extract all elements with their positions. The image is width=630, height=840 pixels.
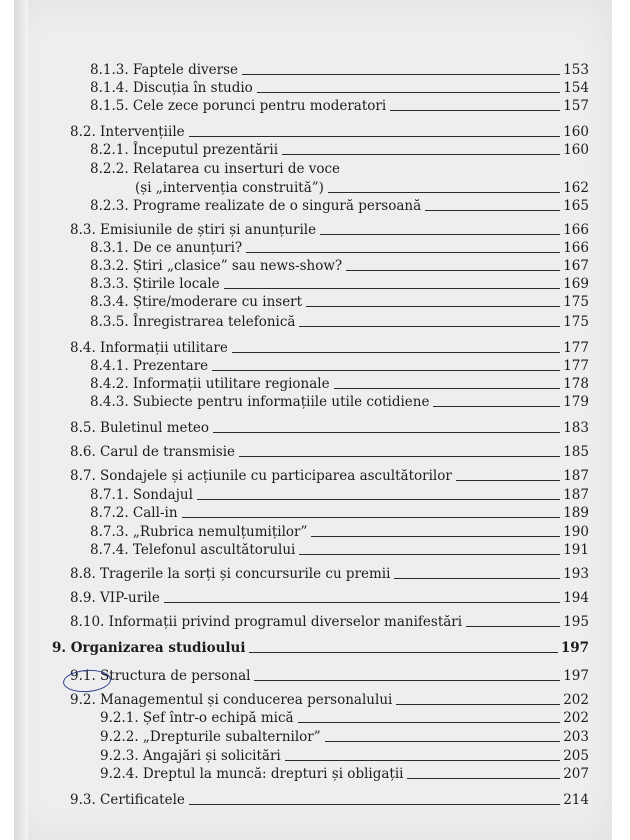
toc-entry-label: 8.4.3. Subiecte pentru informațiile utile cotidiene xyxy=(90,394,430,410)
toc-entry-page: 169 xyxy=(563,276,589,292)
toc-entry xyxy=(100,748,589,764)
toc-entry-label: 8.3.2. Știri „clasice” sau news-show? xyxy=(90,258,343,274)
toc-entry-page: 194 xyxy=(563,590,589,606)
toc-entry-label: 8.7.4. Telefonul ascultătorului xyxy=(90,542,296,558)
toc-leader xyxy=(299,326,560,327)
toc-entry-label: 8.6. Carul de transmisie xyxy=(70,444,236,460)
toc-entry-page: 179 xyxy=(563,394,589,410)
toc-entry-label: 8.9. VIP-urile xyxy=(70,590,160,606)
toc-leader xyxy=(212,370,560,371)
toc-leader xyxy=(311,536,560,537)
toc-entry-label: 8.7.2. Call-in xyxy=(90,505,178,521)
toc-entry xyxy=(90,358,589,374)
toc-leader xyxy=(425,210,560,211)
toc-leader xyxy=(257,92,560,93)
toc-entry xyxy=(90,80,589,96)
toc-entry-page: 187 xyxy=(563,487,589,503)
toc-entry-page: 214 xyxy=(563,792,589,808)
toc-leader xyxy=(249,652,557,653)
toc-leader xyxy=(254,680,560,681)
toc-entry-page: 166 xyxy=(563,240,589,256)
toc-leader xyxy=(298,722,561,723)
toc-entry-label: 8.3.3. Știrile locale xyxy=(90,276,220,292)
toc-leader xyxy=(164,602,560,603)
toc-entry-label: 8.5. Buletinul meteo xyxy=(70,420,210,436)
toc-entry-label: 8.3.4. Știre/moderare cu insert xyxy=(90,294,303,310)
toc-entry xyxy=(70,566,589,582)
toc-entry-page: 153 xyxy=(563,62,589,78)
toc-entry-page: 177 xyxy=(563,340,589,356)
toc-entry xyxy=(70,668,589,684)
toc-leader xyxy=(325,741,561,742)
toc-leader xyxy=(242,74,560,75)
toc-leader xyxy=(213,432,560,433)
toc-entry-page: 187 xyxy=(563,468,589,484)
toc-entry xyxy=(70,444,589,460)
toc-entry xyxy=(70,614,589,630)
toc-entry-page: 177 xyxy=(563,358,589,374)
toc-entry xyxy=(70,590,589,606)
toc-entry xyxy=(135,180,589,196)
toc-entry-label: 8.4.2. Informații utilitare regionale xyxy=(90,376,330,392)
toc-leader xyxy=(466,626,560,627)
toc-entry-page: 175 xyxy=(563,314,589,330)
toc-entry xyxy=(90,198,589,214)
toc-entry-page: 185 xyxy=(563,444,589,460)
toc-entry-page: 197 xyxy=(563,668,589,684)
toc-entry xyxy=(70,792,589,808)
toc-leader xyxy=(282,154,560,155)
toc-entry-label: 8.3. Emisiunile de știri și anunțurile xyxy=(70,222,317,238)
toc-entry-page: 175 xyxy=(563,294,589,310)
toc-leader xyxy=(224,288,561,289)
toc-entry xyxy=(90,240,589,256)
toc-entry-label: (și „intervenția construită”) xyxy=(135,180,324,196)
toc-entry-page: 165 xyxy=(563,198,589,214)
toc-entry-page: 154 xyxy=(563,80,589,96)
toc-leader xyxy=(189,136,561,137)
toc-leader xyxy=(232,352,560,353)
toc-entry-page: 178 xyxy=(563,376,589,392)
toc-leader xyxy=(396,704,560,705)
toc-entry xyxy=(70,340,589,356)
toc-leader xyxy=(390,110,560,111)
toc-leader xyxy=(456,480,560,481)
toc-entry xyxy=(70,468,589,484)
toc-entry-page: 160 xyxy=(563,124,589,140)
toc-entry-label: 8.4.1. Prezentare xyxy=(90,358,209,374)
toc-entry xyxy=(70,692,589,708)
toc-entry xyxy=(90,505,589,521)
toc-entry-page: 189 xyxy=(563,505,589,521)
toc-entry xyxy=(90,376,589,392)
toc-entry-label: 8.3.1. De ce anunțuri? xyxy=(90,240,243,256)
toc-entry xyxy=(90,294,589,310)
toc-entry-page: 193 xyxy=(563,566,589,582)
toc-entry-page: 203 xyxy=(563,729,589,745)
toc-entry-label: 8.7.3. „Rubrica nemulțumiților” xyxy=(90,524,308,540)
toc-leader xyxy=(328,192,560,193)
toc-leader xyxy=(334,388,561,389)
toc-entry xyxy=(100,710,589,726)
toc-leader xyxy=(394,578,560,579)
toc-entry-label: 9.2.3. Angajări și solicitări xyxy=(100,748,281,764)
toc-leader xyxy=(285,760,561,761)
toc-entry-label: 8.1.5. Cele zece porunci pentru moderatori xyxy=(90,98,387,114)
toc-leader xyxy=(239,456,560,457)
toc-entry-page: 205 xyxy=(563,748,589,764)
toc-entry-label: 8.7. Sondajele și acțiunile cu participarea ascultătorilor xyxy=(70,468,452,484)
toc-entry-page: 160 xyxy=(563,142,589,158)
toc-entry-page: 195 xyxy=(563,614,589,630)
toc-leader xyxy=(433,406,560,407)
toc-entry-label: 8.2.2. Relatarea cu inserturi de voce xyxy=(90,161,341,177)
toc-entry-label: 8.7.1. Sondajul xyxy=(90,487,193,503)
toc-entry-page: 207 xyxy=(563,766,589,782)
toc-entry-label: 8.4. Informații utilitare xyxy=(70,340,228,356)
toc-entry xyxy=(90,62,589,78)
toc-entry-label: 9.2. Managementul și conducerea personalului xyxy=(70,692,393,708)
toc-chapter-entry xyxy=(52,640,589,656)
toc-entry-page: 162 xyxy=(563,180,589,196)
toc-entry-label: 8.2.3. Programe realizate de o singură persoană xyxy=(90,198,422,214)
toc-leader xyxy=(197,499,560,500)
toc-entry-page: 166 xyxy=(563,222,589,238)
toc-leader xyxy=(320,234,560,235)
toc-chapter-label: 9. Organizarea studioului xyxy=(52,640,246,656)
toc-entry-label: 8.3.5. Înregistrarea telefonică xyxy=(90,314,296,330)
toc-entry-label: 8.2. Intervențiile xyxy=(70,124,185,140)
toc-leader xyxy=(306,306,560,307)
toc-leader xyxy=(299,554,560,555)
toc-leader xyxy=(189,804,560,805)
toc-entry-page: 202 xyxy=(563,692,589,708)
toc-entry-page: 183 xyxy=(563,420,589,436)
toc-entry-page: 167 xyxy=(563,258,589,274)
toc-entry-label: 8.2.1. Începutul prezentării xyxy=(90,142,279,158)
toc-entry-page: 157 xyxy=(563,98,589,114)
toc-entry-page: 197 xyxy=(560,640,589,656)
toc-entry xyxy=(90,98,589,114)
toc-entry-label: 8.1.3. Faptele diverse xyxy=(90,62,239,78)
toc-entry-label: 8.1.4. Discuția în studio xyxy=(90,80,253,96)
toc-entry-label: 9.1. Structura de personal xyxy=(70,668,251,684)
toc-entry-label: 9.2.2. „Drepturile subalternilor” xyxy=(100,729,321,745)
toc-entry xyxy=(90,276,589,292)
toc-entry-page: 190 xyxy=(563,524,589,540)
toc-leader xyxy=(407,778,560,779)
toc-leader xyxy=(246,252,560,253)
toc-entry-label: 9.2.1. Șef într-o echipă mică xyxy=(100,710,294,726)
toc-entry xyxy=(90,542,589,558)
page-spine-shadow xyxy=(14,0,28,840)
toc-entry-page: 202 xyxy=(563,710,589,726)
toc-entry-label: 9.2.4. Dreptul la muncă: drepturi și obligații xyxy=(100,766,404,782)
toc-leader xyxy=(346,270,560,271)
toc-entry xyxy=(90,394,589,410)
toc-entry-label: 8.8. Tragerile la sorți și concursurile cu premii xyxy=(70,566,391,582)
toc-entry-label: 8.10. Informații privind programul diverselor manifestări xyxy=(70,614,463,630)
toc-entry xyxy=(90,524,589,540)
toc-leader xyxy=(182,517,561,518)
toc-entry xyxy=(90,487,589,503)
toc-entry xyxy=(90,142,589,158)
toc-entry xyxy=(90,314,589,330)
toc-entry-page: 191 xyxy=(563,542,589,558)
toc-entry xyxy=(70,124,589,140)
toc-entry xyxy=(100,729,589,745)
toc-entry xyxy=(70,222,589,238)
toc-entry xyxy=(100,766,589,782)
toc-entry xyxy=(70,420,589,436)
toc-entry-label: 9.3. Certificatele xyxy=(70,792,185,808)
toc-entry xyxy=(90,258,589,274)
